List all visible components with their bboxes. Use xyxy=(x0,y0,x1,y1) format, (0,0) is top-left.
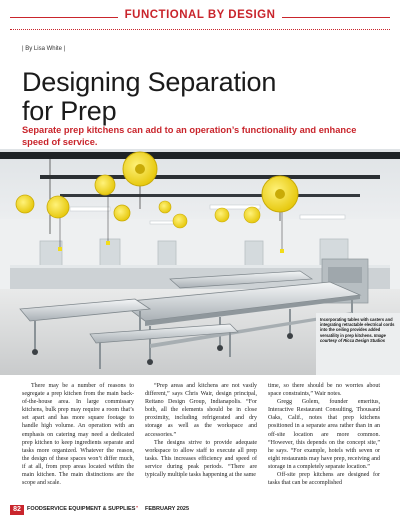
photo-caption xyxy=(320,317,396,343)
paragraph: Off-site prep kitchens are designed for tasks that can be accomplished xyxy=(268,472,380,487)
caption-credit: Image courtesy of Ricca Design Studios xyxy=(320,332,386,343)
page-number: 82 xyxy=(10,505,24,515)
cord-reel-10 xyxy=(244,207,260,223)
headline-line-2: for Prep xyxy=(22,96,117,126)
cord-reel-2 xyxy=(262,176,298,212)
deck-subtitle: Separate prep kitchens can add to an operation’s functionality and enhance speed of service. xyxy=(22,125,357,147)
paragraph: “Prep areas and kitchens are not vastly different,” says Chris Wair, design principal, Reitano Design Group, Indianapolis. “For both, all the elements should be in close proximity, including refrigerated and dry storage as well as the workspace and accessories.” xyxy=(145,383,257,438)
paragraph: There may be a number of reasons to segregate a prep kitchen from the main back-of-the-house area. In large commissary kitchens, bulk prep may require a room that’s set apart and has more square footage to handle high volume. An operation with an emphasis on catering may need a dedicated prep kitchen to keep ingredients separate and tasks more organized. Whatever the reason, the design of these spaces won’t differ much, if at all, from prep areas located within the main kitchen. The main distinctions are the scope and scale. xyxy=(22,383,134,487)
article-body xyxy=(22,382,380,492)
footer-separator: • xyxy=(136,505,139,511)
headline xyxy=(22,68,382,126)
cord-reel-5 xyxy=(16,195,34,213)
publication-name: FOODSERVICE EQUIPMENT & SUPPLIES xyxy=(27,506,136,512)
page-footer xyxy=(0,502,400,519)
issue-date: FEBRUARY 2025 xyxy=(145,506,190,512)
body-column-3 xyxy=(268,382,380,492)
cord-reel-8 xyxy=(173,214,187,228)
header-rule-right xyxy=(282,17,390,18)
paragraph: time, so there should be no worries about space constraints,” Wair notes. xyxy=(268,383,380,398)
byline: | By Lisa White | xyxy=(22,46,66,52)
cord-reel-4 xyxy=(47,196,69,218)
body-column-1 xyxy=(22,382,134,492)
body-column-2 xyxy=(145,382,257,492)
paragraph: The designs strive to provide adequate workspace to allow staff to execute all prep tasks. This increases efficiency and speed of service during peak periods. “There are typically multiple tasks happening at the same xyxy=(145,439,257,479)
section-header xyxy=(10,7,390,29)
cord-reel-6 xyxy=(114,205,130,221)
paragraph: Gregg Golem, founder emeritus, Interactive Restaurant Consulting, Thousand Oaks, Calif., notes that prep kitchens positioned in a separate area rather than in an off-site location are more common. “However, this depends on the concept site,” he says. “For example, hotels with seven or eight restaurants may have prep, receiving and storage in a completely separate location.” xyxy=(268,399,380,470)
caption-text: Incorporating tables with casters and integrating retractable electrical cords into the ceiling provides added versatility in prep kitchens. xyxy=(320,317,395,338)
headline-line-1: Designing Separation xyxy=(22,67,277,97)
cord-reel-3 xyxy=(95,175,115,195)
cord-reel-9 xyxy=(215,208,229,222)
cord-reel-1 xyxy=(123,152,157,186)
dotted-divider xyxy=(10,29,390,32)
cord-reel-7 xyxy=(159,201,171,213)
section-title: FUNCTIONAL BY DESIGN xyxy=(124,9,276,21)
